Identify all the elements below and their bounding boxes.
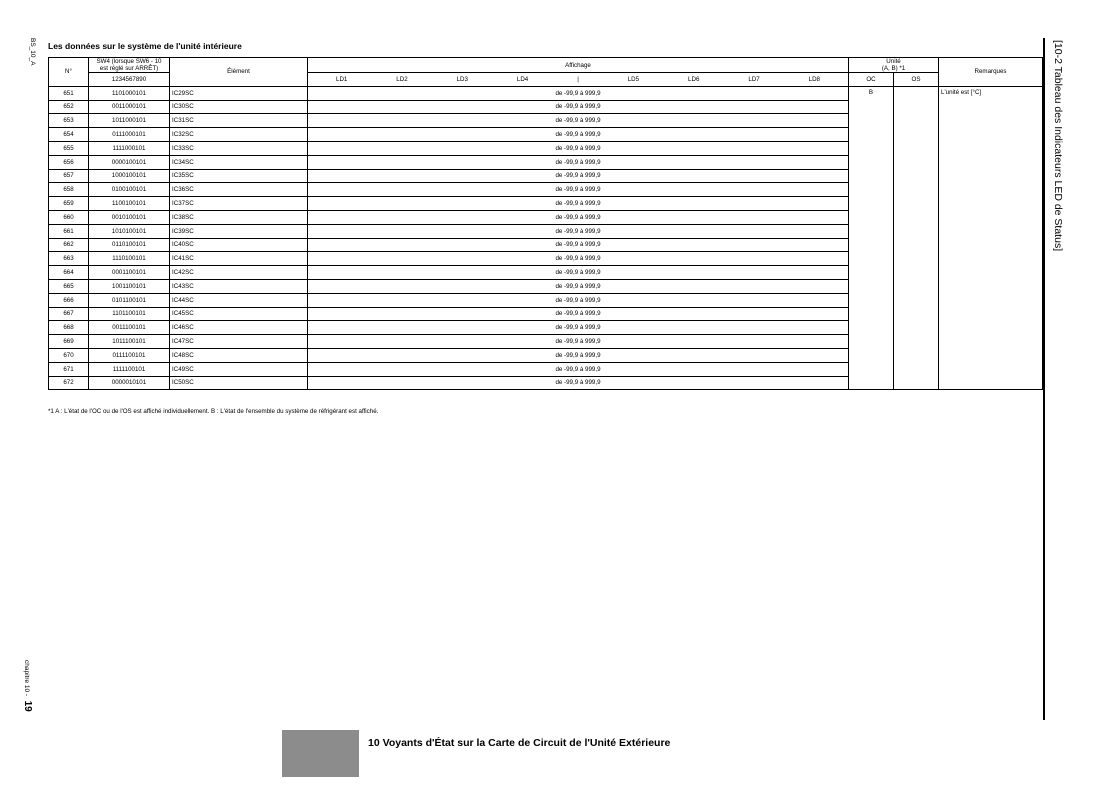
row-no: 656 [49,155,89,169]
row-switch-setting: 0110100101 [89,238,170,252]
header-sw4 [89,58,170,73]
row-display-range: de -99,9 à 999,9 [308,169,849,183]
led-label: LD1 [336,75,348,83]
row-no: 652 [49,100,89,114]
row-element: IC47SC [170,335,308,349]
row-element: IC36SC [170,183,308,197]
row-no: 662 [49,238,89,252]
chapter-tab-block [282,730,359,777]
row-no: 655 [49,141,89,155]
row-display-range: de -99,9 à 999,9 [308,141,849,155]
row-display-range: de -99,9 à 999,9 [308,224,849,238]
row-element: IC34SC [170,155,308,169]
row-no: 659 [49,197,89,211]
row-switch-setting: 0100100101 [89,183,170,197]
header-unit [849,58,939,73]
row-no: 671 [49,362,89,376]
row-display-range: de -99,9 à 999,9 [308,307,849,321]
header-oc: OC [849,73,894,87]
row-switch-setting: 1101000101 [89,86,170,100]
row-no: 654 [49,128,89,142]
row-switch-setting: 0001100101 [89,266,170,280]
switch-pattern: 1234567890 [89,73,170,87]
row-no: 668 [49,321,89,335]
row-element: IC33SC [170,141,308,155]
table-row [49,86,1043,100]
row-no: 667 [49,307,89,321]
header-unit-label: Unité [886,58,901,65]
header-display: Affichage [308,58,849,73]
row-element: IC42SC [170,266,308,280]
page-number-value: 19 [22,700,33,712]
row-display-range: de -99,9 à 999,9 [308,252,849,266]
row-no: 666 [49,293,89,307]
row-display-range: de -99,9 à 999,9 [308,293,849,307]
row-switch-setting: 0000010101 [89,376,170,390]
row-no: 669 [49,335,89,349]
row-element: IC29SC [170,86,308,100]
row-switch-setting: 1001100101 [89,279,170,293]
row-switch-setting: 0010100101 [89,210,170,224]
row-no: 658 [49,183,89,197]
row-display-range: de -99,9 à 999,9 [308,210,849,224]
row-element: IC49SC [170,362,308,376]
row-display-range: de -99,9 à 999,9 [308,279,849,293]
table-body [49,86,1043,390]
row-element: IC32SC [170,128,308,142]
row-no: 672 [49,376,89,390]
row-switch-setting: 1011000101 [89,114,170,128]
led-separator: | [577,75,579,83]
row-display-range: de -99,9 à 999,9 [308,86,849,100]
row-no: 664 [49,266,89,280]
row-no: 657 [49,169,89,183]
row-switch-setting: 1100100101 [89,197,170,211]
row-element: IC35SC [170,169,308,183]
chapter-label: chapitre 10 - [23,660,30,697]
row-display-range: de -99,9 à 999,9 [308,362,849,376]
row-element: IC30SC [170,100,308,114]
remarks-cell: L'unité est [°C] [939,86,1043,390]
row-display-range: de -99,9 à 999,9 [308,335,849,349]
row-element: IC39SC [170,224,308,238]
row-display-range: de -99,9 à 999,9 [308,114,849,128]
row-display-range: de -99,9 à 999,9 [308,128,849,142]
led-label: LD4 [516,75,529,83]
row-display-range: de -99,9 à 999,9 [308,348,849,362]
header-remarks: Remarques [939,58,1043,87]
row-display-range: de -99,9 à 999,9 [308,197,849,211]
row-no: 670 [49,348,89,362]
led-label: LD7 [748,75,760,83]
row-switch-setting: 0011100101 [89,321,170,335]
header-element: Élément [170,58,308,87]
row-display-range: de -99,9 à 999,9 [308,100,849,114]
header-sw4-line2: est réglé sur ARRÊT) [99,65,159,72]
row-switch-setting: 0101100101 [89,293,170,307]
row-switch-setting: 1110100101 [89,252,170,266]
row-no: 661 [49,224,89,238]
row-display-range: de -99,9 à 999,9 [308,155,849,169]
row-no: 653 [49,114,89,128]
row-switch-setting: 0111000101 [89,128,170,142]
page-number [20,660,38,712]
header-unit-sub: (A, B) *1 [881,65,906,72]
row-element: IC31SC [170,114,308,128]
row-switch-setting: 1000100101 [89,169,170,183]
led-label: LD6 [688,75,700,83]
row-element: IC50SC [170,376,308,390]
row-element: IC46SC [170,321,308,335]
header-sw4-line1: SW4 (lorsque SW6 - 10 [96,58,162,65]
led-label: LD2 [396,75,408,83]
led-label: LD3 [456,75,468,83]
row-display-range: de -99,9 à 999,9 [308,238,849,252]
led-label: LD8 [808,75,820,83]
row-display-range: de -99,9 à 999,9 [308,183,849,197]
row-element: IC43SC [170,279,308,293]
section-title: Les données sur le système de l'unité intérieure [48,41,242,51]
row-element: IC38SC [170,210,308,224]
row-no: 660 [49,210,89,224]
chapter-title: 10 Voyants d'État sur la Carte de Circuit de l'Unité Extérieure [368,737,671,749]
row-switch-setting: 1010100101 [89,224,170,238]
row-switch-setting: 0011000101 [89,100,170,114]
led-label: LD5 [627,75,640,83]
header-no: N° [49,58,89,87]
row-switch-setting: 1111100101 [89,362,170,376]
row-element: IC37SC [170,197,308,211]
right-margin-rule [1043,38,1045,720]
row-switch-setting: 1101100101 [89,307,170,321]
row-element: IC41SC [170,252,308,266]
row-element: IC45SC [170,307,308,321]
led-labels [308,73,849,87]
row-switch-setting: 1011100101 [89,335,170,349]
row-element: IC40SC [170,238,308,252]
row-element: IC44SC [170,293,308,307]
row-no: 665 [49,279,89,293]
os-cell [894,86,939,390]
row-display-range: de -99,9 à 999,9 [308,266,849,280]
row-no: 663 [49,252,89,266]
row-switch-setting: 0000100101 [89,155,170,169]
document-code: BS_10_A [29,38,36,66]
row-display-range: de -99,9 à 999,9 [308,376,849,390]
side-heading: [10-2 Tableau des Indicateurs LED de Status] [1052,40,1064,252]
header-os: OS [894,73,939,87]
row-element: IC48SC [170,348,308,362]
row-no: 651 [49,86,89,100]
table-header-row [49,58,1043,73]
row-switch-setting: 1111000101 [89,141,170,155]
row-switch-setting: 0111100101 [89,348,170,362]
unit-value-cell: B [849,86,894,390]
footnote: *1 A : L'état de l'OC ou de l'OS est affiché individuellement. B : L'état de l'ensemble du système de réfrigérant est affiché. [48,408,379,415]
led-data-table [48,57,1043,390]
row-display-range: de -99,9 à 999,9 [308,321,849,335]
